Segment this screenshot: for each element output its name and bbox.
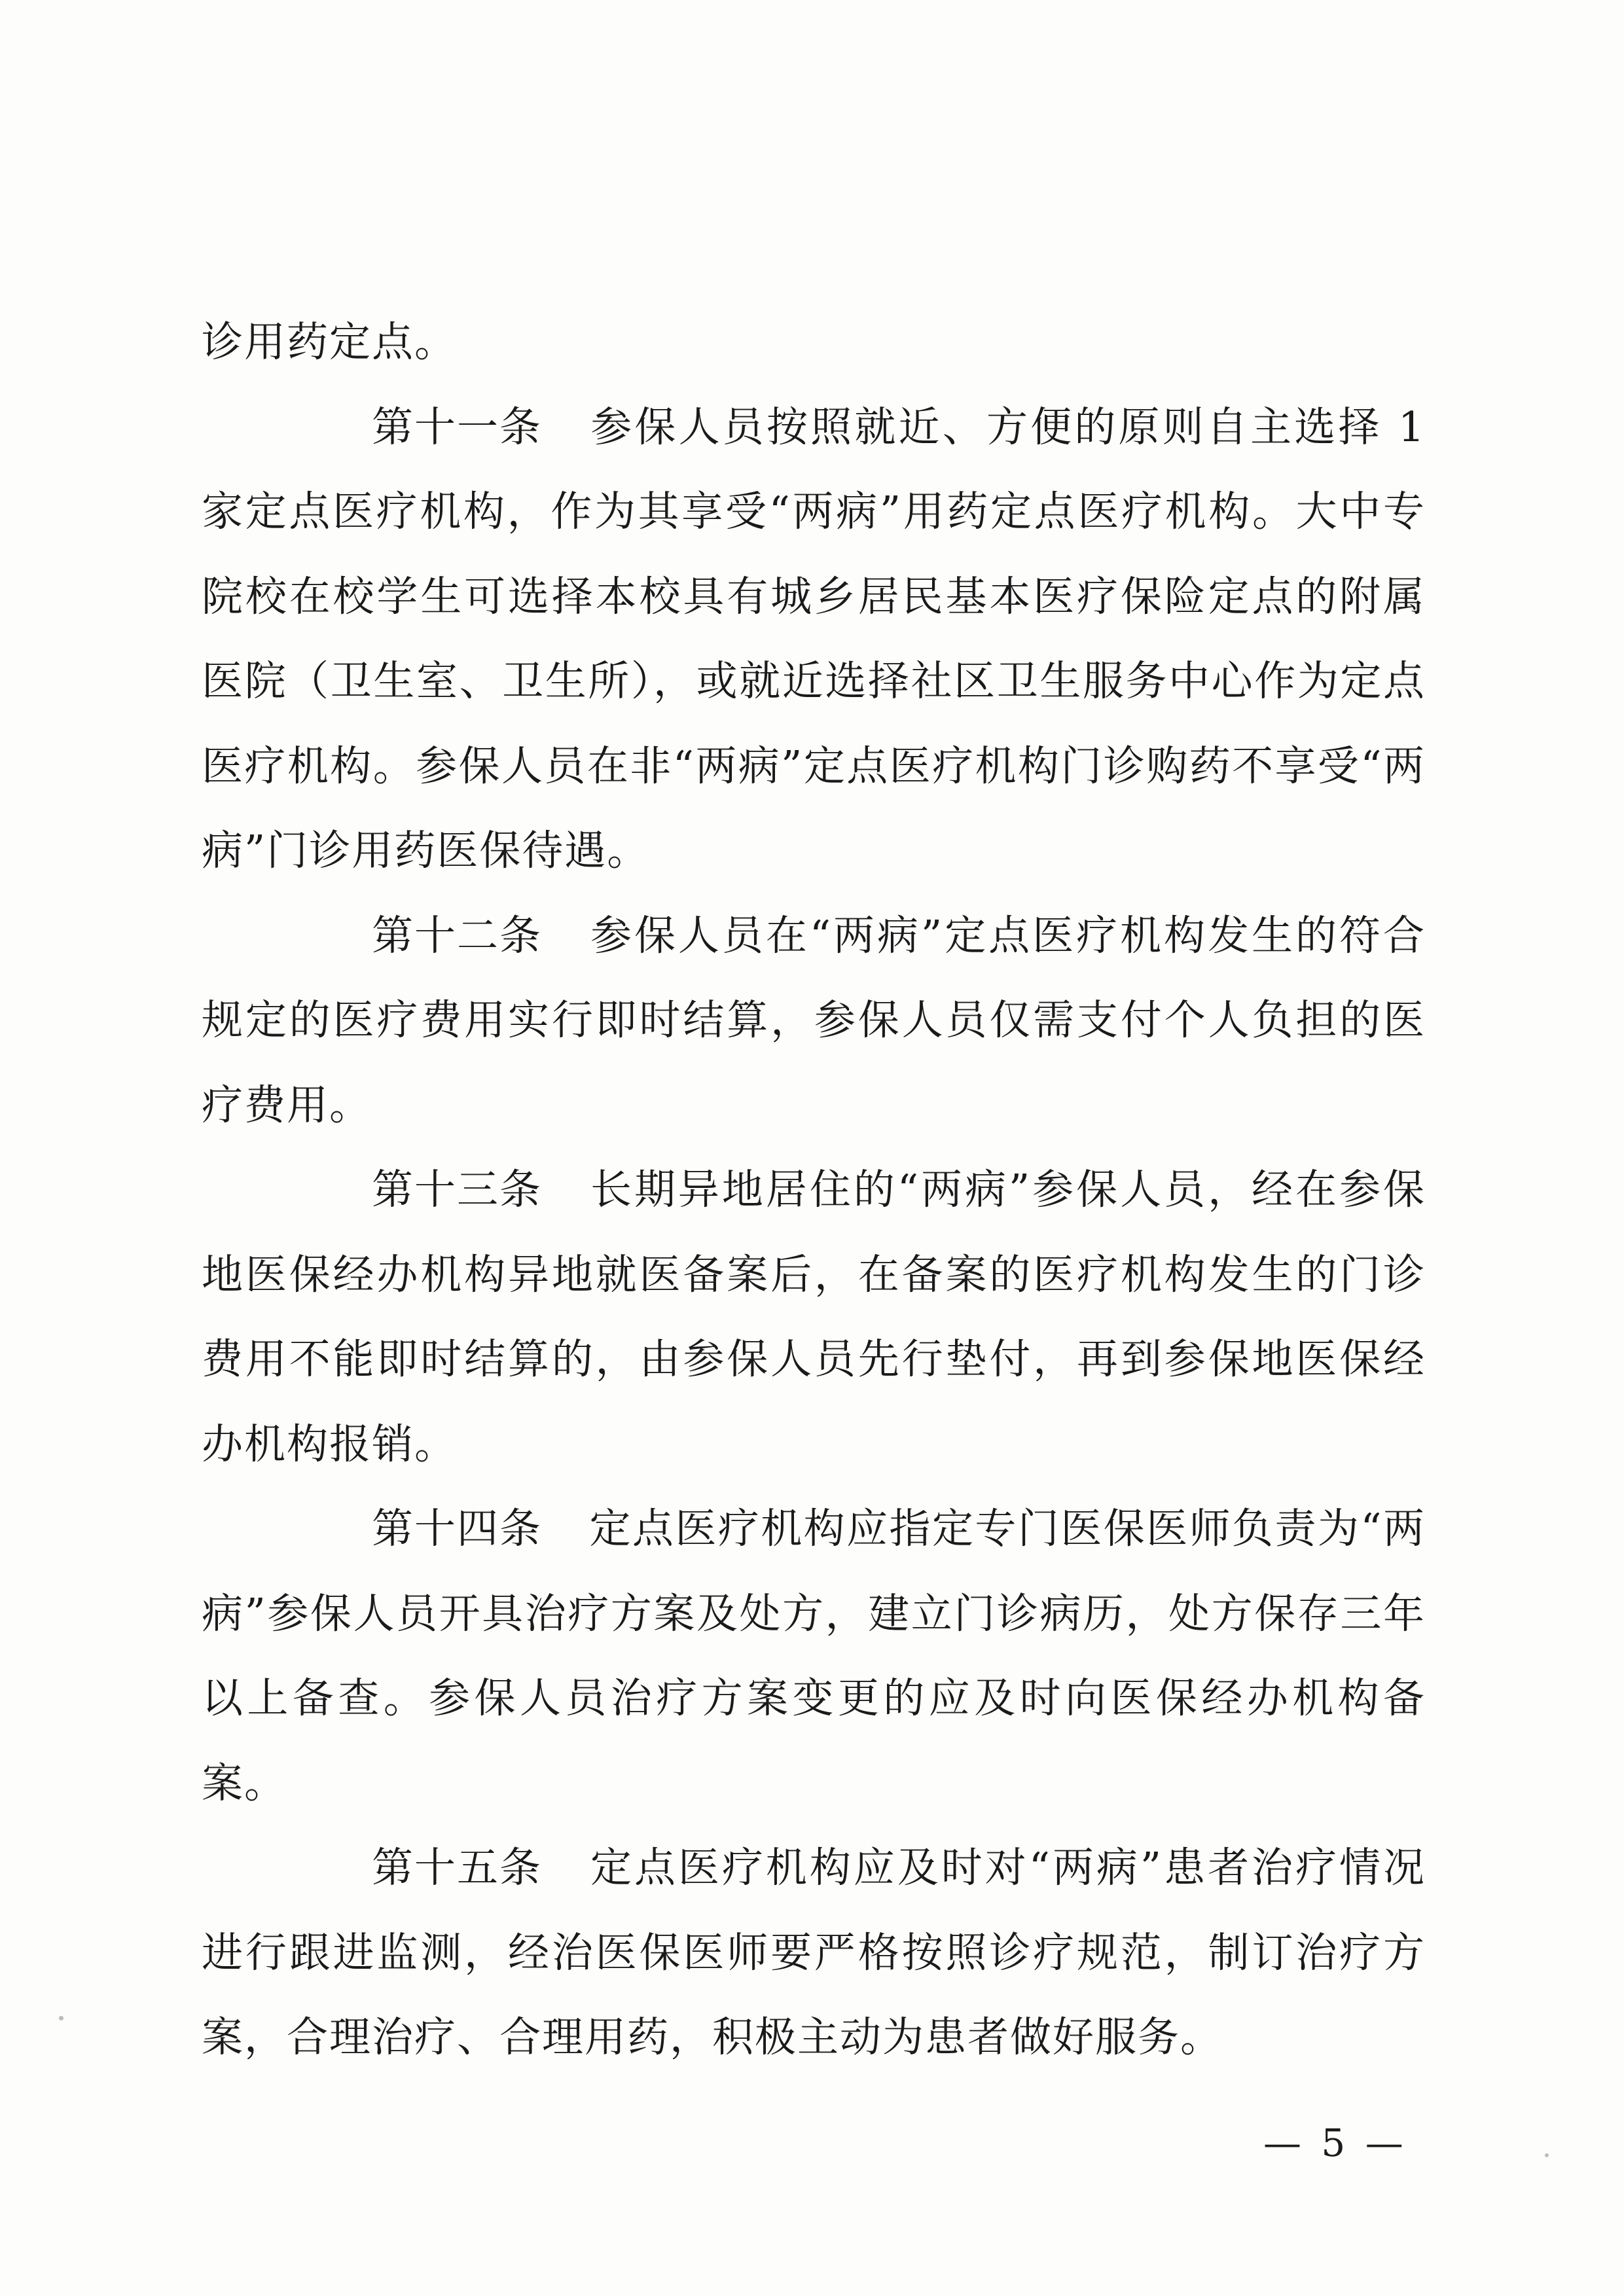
article-text: 参保人员按照就近、方便的原则自主选择 1 家定点医疗机构，作为其享受“两病”用药定点医疗机构。大中专院校在校学生可选择本校具有城乡居民基本医疗保险定点的附属医院（卫生室、卫生所），或就近选择社区卫生服务中心作为定点医疗机构。参保人员在非“两病”定点医疗机构门诊购药不享受“两病”门诊用药医保待遇。 (202, 403, 1426, 874)
article-number: 第十一条 (372, 403, 542, 451)
article-text: 定点医疗机构应指定专门医保医师负责为“两病”参保人员开具治疗方案及处方，建立门诊病历，处方保存三年以上备查。参保人员治疗方案变更的应及时向医保经办机构备案。 (202, 1505, 1426, 1807)
article-number: 第十三条 (372, 1166, 542, 1213)
scan-speck (59, 2016, 63, 2020)
article-11 (202, 385, 1426, 893)
article-number: 第十四条 (372, 1505, 542, 1552)
page-number: — 5 — (1263, 2121, 1407, 2165)
document-body (202, 300, 1426, 2080)
article-13 (202, 1147, 1426, 1486)
article-text: 参保人员在“两病”定点医疗机构发生的符合规定的医疗费用实行即时结算，参保人员仅需支付个人负担的医疗费用。 (202, 911, 1426, 1129)
article-text: 长期异地居住的“两病”参保人员，经在参保地医保经办机构异地就医备案后，在备案的医疗机构发生的门诊费用不能即时结算的，由参保人员先行垫付，再到参保地医保经办机构报销。 (202, 1166, 1426, 1468)
paragraph-continuation (202, 300, 1426, 385)
article-14 (202, 1486, 1426, 1825)
article-text: 定点医疗机构应及时对“两病”患者治疗情况进行跟进监测，经治医保医师要严格按照诊疗规范，制订治疗方案，合理治疗、合理用药，积极主动为患者做好服务。 (202, 1844, 1426, 2061)
scan-speck (1545, 2153, 1549, 2157)
article-number: 第十五条 (372, 1844, 542, 1892)
paragraph-text: 诊用药定点。 (202, 318, 457, 366)
article-15 (202, 1825, 1426, 2080)
article-number: 第十二条 (372, 911, 542, 960)
article-12 (202, 893, 1426, 1148)
